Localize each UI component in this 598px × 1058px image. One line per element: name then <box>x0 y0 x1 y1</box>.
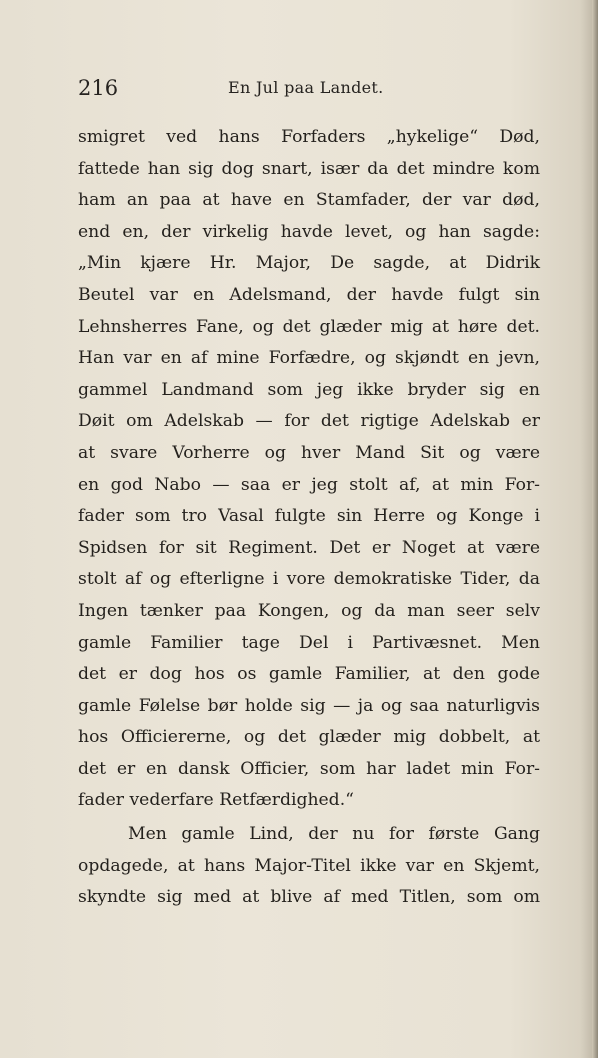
text-line: Han var en af mine Forfædre, og skjøndt en jevn, <box>78 348 540 369</box>
text-line: fattede han sig dog snart, især da det mindre kom <box>78 158 540 179</box>
body-text <box>78 122 540 914</box>
paragraph-2 <box>78 819 540 914</box>
paragraph-1 <box>78 122 540 817</box>
running-title: En Jul paa Landet. <box>228 78 384 97</box>
text-line: Døit om Adelskab — for det rigtige Adelskab er <box>78 411 540 432</box>
text-line: gamle Familier tage Del i Partivæsnet. Men <box>78 632 540 653</box>
text-line: end en, der virkelig havde levet, og han sagde: <box>78 221 540 242</box>
text-line: hos Officiererne, og det glæder mig dobbelt, at <box>78 727 540 748</box>
text-line: skyndte sig med at blive af med Titlen, som om <box>78 887 540 908</box>
page-header <box>78 72 540 104</box>
page-edge-shadow <box>592 0 598 1058</box>
text-line: Lehnsherres Fane, og det glæder mig at høre det. <box>78 316 540 337</box>
text-line: „Min kjære Hr. Major, De sagde, at Didrik <box>78 253 540 274</box>
text-line: fader som tro Vasal fulgte sin Herre og Konge i <box>78 506 540 527</box>
text-line: smigret ved hans Forfaders „hykelige“ Død, <box>78 127 540 147</box>
text-line: en god Nabo — saa er jeg stolt af, at min For- <box>78 474 540 495</box>
page-number: 216 <box>78 76 119 100</box>
text-line: ham an paa at have en Stamfader, der var død, <box>78 190 540 211</box>
text-line: Ingen tænker paa Kongen, og da man seer selv <box>78 600 540 621</box>
text-line: Spidsen for sit Regiment. Det er Noget at være <box>78 537 540 558</box>
text-line: stolt af og efterligne i vore demokratiske Tider, da <box>78 569 540 590</box>
text-line: Beutel var en Adelsmand, der havde fulgt sin <box>78 284 540 305</box>
text-line: gammel Landmand som jeg ikke bryder sig en <box>78 379 540 400</box>
text-line: det er dog hos os gamle Familier, at den gode <box>78 664 540 685</box>
text-line: Men gamle Lind, der nu for første Gang <box>128 824 540 845</box>
text-line: at svare Vorherre og hver Mand Sit og være <box>78 442 540 463</box>
text-line: opdagede, at hans Major-Titel ikke var en Skjemt, <box>78 855 540 876</box>
text-line: gamle Følelse bør holde sig — ja og saa naturligvis <box>78 695 540 716</box>
text-line: fader vederfare Retfærdighed.“ <box>78 790 354 811</box>
text-line: det er en dansk Officier, som har ladet min For- <box>78 758 540 779</box>
